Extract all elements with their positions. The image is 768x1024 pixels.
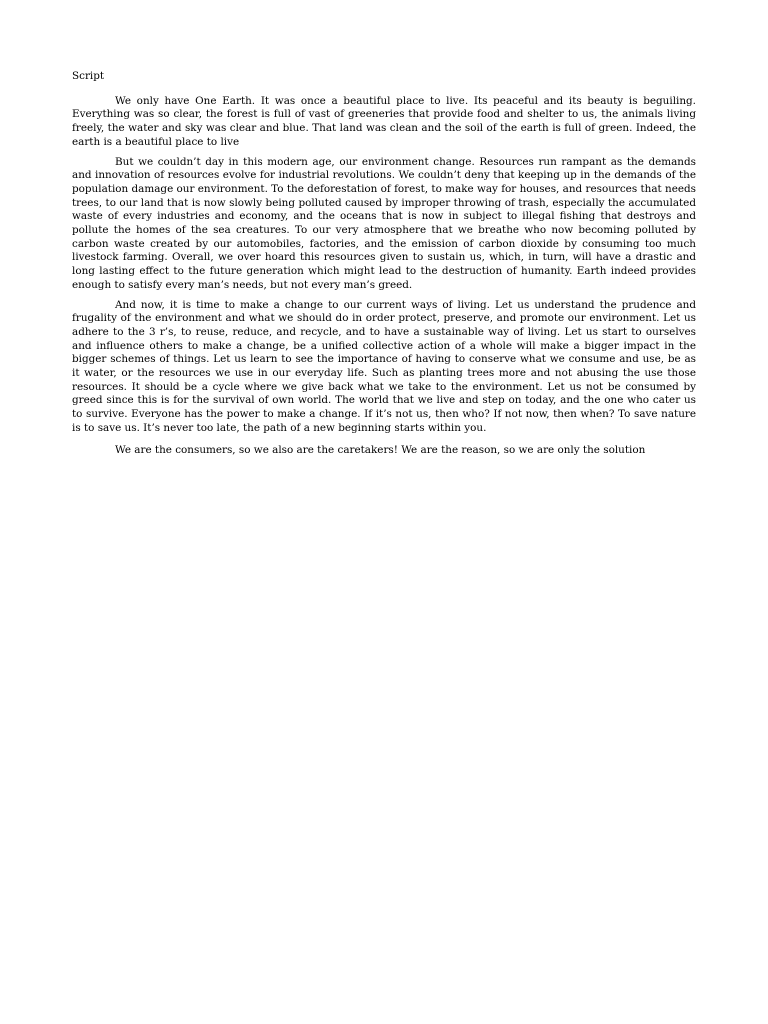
document-body <box>72 70 696 463</box>
paragraph-call-to-action: And now, it is time to make a change to our current ways of living. Let us understand the prudence and frugality of the environment and what we should do in order protect, preserve, and promote our environment. Let us adhere to the 3 r’s, to reuse, reduce, and recycle, and to have a sustainable way of living. Let us start to ourselves and influence others to make a change, be a unified collective action of a whole will make a bigger impact in the bigger schemes of things. Let us learn to see the importance of having to conserve what we consume and use, be as it water, or the resources we use in our everyday life. Such as planting trees more and not abusing the use those resources. It should be a cycle where we give back what we take to the environment. Let us not be consumed by greed since this is for the survival of own world. The world that we live and step on today, and the one who cater us to survive. Everyone has the power to make a change. If it’s not us, then who? If not now, then when? To save nature is to save us. It’s never too late, the path of a new beginning starts within you. <box>72 298 696 434</box>
paragraph-conclusion: We are the consumers, so we also are the caretakers! We are the reason, so we are only the solution <box>115 443 646 456</box>
paragraph-problem: But we couldn’t day in this modern age, our environment change. Resources run rampant as the demands and innovation of resources evolve for industrial revolutions. We couldn’t deny that keeping up in the demands of the population damage our environment. To the deforestation of forest, to make way for houses, and resources that needs trees, to our land that is now slowly being polluted caused by improper throwing of trash, especially the accumulated waste of every industries and economy, and the oceans that is now in subject to illegal fishing that destroys and pollute the homes of the sea creatures. To our very atmosphere that we breathe who now becoming polluted by carbon waste created by our automobiles, factories, and the emission of carbon dioxide by consuming too much livestock farming. Overall, we over hoard this resources given to sustain us, which, in turn, will have a drastic and long lasting effect to the future generation which might lead to the destruction of humanity. Earth indeed provides enough to satisfy every man’s needs, but not every man’s greed. <box>72 155 696 291</box>
paragraph-intro: We only have One Earth. It was once a beautiful place to live. Its peaceful and its beauty is beguiling. Everything was so clear, the forest is full of vast of greeneries that provide food and shelter to us, the animals living freely, the water and sky was clear and blue. That land was clean and the soil of the earth is full of green. Indeed, the earth is a beautiful place to live <box>72 94 696 148</box>
document-heading: Script <box>72 70 105 82</box>
